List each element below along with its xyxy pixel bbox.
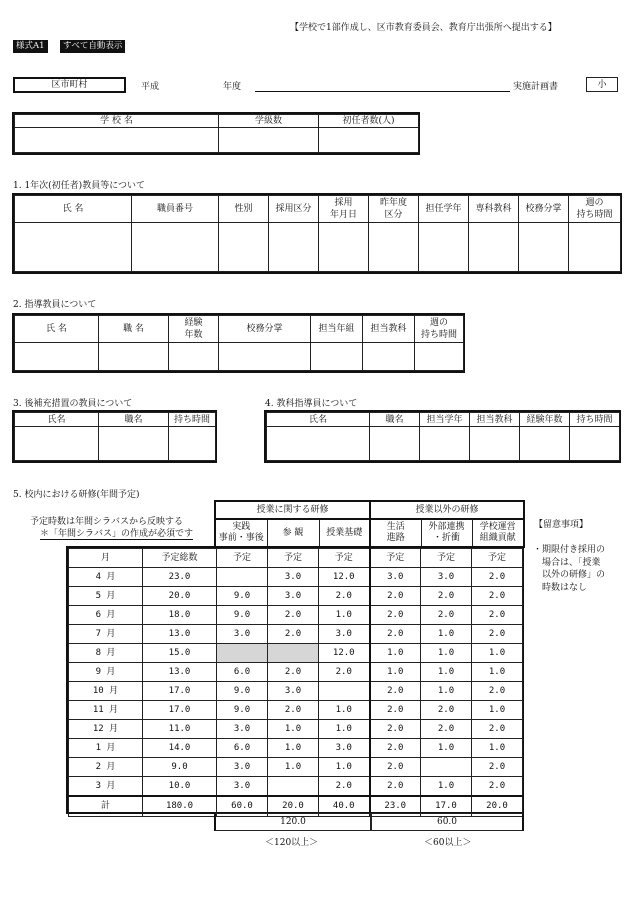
sec5-plan-cell[interactable] — [268, 644, 319, 663]
sec5-plan-cell[interactable]: 2.0 — [370, 777, 421, 796]
sec5-header-plan: 予定 — [472, 549, 523, 568]
sec3-cell[interactable] — [15, 427, 99, 461]
sec5-plan-cell[interactable]: 1.0 — [421, 682, 472, 701]
sec5-plan-cell[interactable]: 23.0 — [370, 796, 421, 817]
sec5-sub-observe: 参 観 — [267, 519, 319, 547]
sec5-header-month: 月 — [69, 549, 143, 568]
sec5-month-cell: 12 月 — [69, 720, 143, 739]
sec2-header-weekly-hours: 週の 持ち時間 — [415, 316, 464, 343]
sec2-cell[interactable] — [219, 343, 311, 371]
sec5-plan-cell[interactable] — [319, 682, 370, 701]
sec5-plan-cell[interactable]: 1.0 — [421, 644, 472, 663]
sec5-sub-school-ops: 学校運営 組織貢献 — [472, 519, 524, 547]
sec4-header-hours: 持ち時間 — [570, 413, 620, 427]
sec5-month-row — [69, 568, 523, 587]
sec5-month-cell: 3 月 — [69, 777, 143, 796]
sec5-plan-cell[interactable]: 3.0 — [421, 568, 472, 587]
sec5-plan-cell[interactable]: 2.0 — [472, 720, 523, 739]
sec2-cell[interactable] — [415, 343, 464, 371]
sec5-month-cell: 1 月 — [69, 739, 143, 758]
sec2-cell[interactable] — [363, 343, 415, 371]
sec5-plan-cell[interactable] — [217, 568, 268, 587]
class-count-header: 学級数 — [219, 115, 319, 128]
sec5-plan-cell[interactable]: 3.0 — [268, 587, 319, 606]
sec5-plan-cell[interactable]: 6.0 — [217, 663, 268, 682]
sec4-header-experience: 経験年数 — [520, 413, 570, 427]
sec5-header-total: 予定総数 — [143, 549, 217, 568]
sec2-table-frame — [12, 313, 465, 373]
sec4-cell[interactable] — [570, 427, 620, 461]
sec5-plan-cell[interactable]: 9.0 — [217, 606, 268, 625]
sec5-plan-cell[interactable]: 12.0 — [319, 568, 370, 587]
area-label: 区市町村 — [51, 80, 88, 90]
sec5-plan-cell[interactable]: 3.0 — [217, 720, 268, 739]
sec2-header-duty: 校務分掌 — [219, 316, 311, 343]
sec5-header-plan: 予定 — [268, 549, 319, 568]
sec5-plan-cell[interactable]: 1.0 — [472, 701, 523, 720]
sec2-cell[interactable] — [311, 343, 363, 371]
sec5-month-row — [69, 606, 523, 625]
sec5-plan-cell[interactable] — [268, 777, 319, 796]
sec5-total-cell: 11.0 — [143, 720, 217, 739]
sec4-cell[interactable] — [370, 427, 420, 461]
sec5-group-header — [214, 500, 525, 548]
new-teacher-count-header: 初任者数(人) — [319, 115, 419, 128]
era-label: 平成 — [141, 82, 160, 92]
sec5-plan-cell[interactable]: 3.0 — [217, 758, 268, 777]
sec5-plan-cell[interactable] — [217, 644, 268, 663]
sec2-cell[interactable] — [99, 343, 169, 371]
submission-notice: 【学校で1部作成し、区市教育委員会、教育庁出張所へ提出する】 — [290, 23, 557, 33]
sec1-cell[interactable] — [132, 223, 219, 272]
sec4-table-frame — [264, 410, 621, 463]
sec5-plan-cell[interactable]: 1.0 — [472, 644, 523, 663]
sec5-group-lesson: 授業に関する研修 — [215, 501, 370, 519]
sec4-header-subject: 担当教科 — [470, 413, 520, 427]
sec5-plan-cell[interactable]: 12.0 — [319, 644, 370, 663]
sec5-total-cell: 17.0 — [143, 682, 217, 701]
sec5-plan-cell[interactable]: 3.0 — [217, 625, 268, 644]
sec2-header-subject: 担当教科 — [363, 316, 415, 343]
sec5-plan-cell[interactable]: 9.0 — [217, 701, 268, 720]
sec5-sub-guidance: 生活 進路 — [370, 519, 421, 547]
sec5-month-row — [69, 587, 523, 606]
sec2-cell[interactable] — [169, 343, 219, 371]
sec3-header-hours: 持ち時間 — [169, 413, 216, 427]
sec5-header-plan: 予定 — [319, 549, 370, 568]
sec2-cell[interactable] — [15, 343, 99, 371]
sec5-group-other: 授業以外の研修 — [370, 501, 524, 519]
sec5-plan-cell[interactable]: 1.0 — [421, 739, 472, 758]
sec5-sub-basics: 授業基礎 — [319, 519, 370, 547]
sec1-title: 1. 1年次(初任者)教員等について — [13, 181, 146, 191]
sec5-month-row — [69, 777, 523, 796]
sec5-plan-cell[interactable]: 1.0 — [268, 758, 319, 777]
sec1-header-prev-type: 昨年度 区分 — [369, 196, 419, 223]
sec1-table-frame — [12, 193, 622, 274]
sec2-header-position: 職 名 — [99, 316, 169, 343]
sec5-plan-cell[interactable]: 2.0 — [268, 625, 319, 644]
sec5-plan-cell[interactable]: 2.0 — [421, 587, 472, 606]
sec5-plan-cell[interactable]: 2.0 — [319, 777, 370, 796]
sec5-total-cell: 13.0 — [143, 625, 217, 644]
sec5-plan-cell[interactable]: 3.0 — [268, 682, 319, 701]
sec2-table — [14, 315, 464, 371]
sec5-plan-cell[interactable]: 3.0 — [268, 568, 319, 587]
sec1-header-gender: 性別 — [219, 196, 269, 223]
remarks-body: ・期限付き採用の 場合は、「授業 以外の研修」の 時数はなし — [533, 545, 606, 593]
sec5-month-cell: 11 月 — [69, 701, 143, 720]
sec1-cell[interactable] — [469, 223, 519, 272]
sec5-total-cell: 17.0 — [143, 701, 217, 720]
sec1-header-hire-date: 採用 年月日 — [319, 196, 369, 223]
sec5-plan-cell[interactable]: 6.0 — [217, 739, 268, 758]
sec5-plan-cell[interactable]: 17.0 — [421, 796, 472, 817]
sec5-plan-cell[interactable]: 1.0 — [472, 663, 523, 682]
sec5-total-cell: 14.0 — [143, 739, 217, 758]
sec5-plan-cell[interactable]: 40.0 — [319, 796, 370, 817]
sec5-plan-cell[interactable]: 1.0 — [319, 758, 370, 777]
sec1-cell[interactable] — [219, 223, 269, 272]
sec5-other-sum: 60.0 — [371, 813, 524, 831]
sec5-lesson-sum: 120.0 — [214, 813, 371, 831]
school-name-header: 学 校 名 — [15, 115, 219, 128]
auto-display-tag: すべて自動表示 — [60, 40, 125, 53]
sec5-plan-cell[interactable]: 2.0 — [472, 568, 523, 587]
sec3-title: 3. 後補充措置の教員について — [13, 399, 133, 409]
sec3-header-position: 職名 — [99, 413, 169, 427]
plan-title-underline — [255, 91, 510, 92]
sec3-cell[interactable] — [169, 427, 216, 461]
sec4-cell[interactable] — [267, 427, 370, 461]
school-table — [14, 114, 419, 153]
sec5-plan-cell[interactable]: 20.0 — [472, 796, 523, 817]
sec5-month-cell: 計 — [69, 796, 143, 817]
sec5-plan-cell[interactable]: 1.0 — [421, 663, 472, 682]
sec5-plan-cell[interactable] — [421, 758, 472, 777]
sec3-table-frame — [12, 410, 217, 463]
sec5-plan-cell[interactable]: 2.0 — [370, 739, 421, 758]
sec1-header-name: 氏 名 — [15, 196, 132, 223]
sec5-plan-cell[interactable]: 2.0 — [472, 758, 523, 777]
sec5-plan-cell[interactable]: 2.0 — [370, 720, 421, 739]
sec5-title: 5. 校内における研修(年間予定) — [13, 490, 140, 500]
form-tag: 様式A1 — [13, 40, 48, 53]
sec5-plan-cell[interactable]: 2.0 — [268, 663, 319, 682]
sec3-cell[interactable] — [99, 427, 169, 461]
sec4-header-grade: 担当学年 — [420, 413, 470, 427]
sec1-cell[interactable] — [369, 223, 419, 272]
sec2-header-name: 氏 名 — [15, 316, 99, 343]
sec1-cell[interactable] — [269, 223, 319, 272]
sec5-plan-cell[interactable]: 2.0 — [421, 606, 472, 625]
sec5-month-cell: 4 月 — [69, 568, 143, 587]
sec1-cell[interactable] — [15, 223, 132, 272]
sec5-plan-cell[interactable]: 60.0 — [217, 796, 268, 817]
sec5-month-row — [69, 682, 523, 701]
sec5-month-cell: 9 月 — [69, 663, 143, 682]
sec5-note-1: 予定時数は年間シラバスから反映する — [30, 517, 184, 527]
sec5-plan-cell[interactable]: 2.0 — [472, 587, 523, 606]
sec5-plan-cell[interactable]: 2.0 — [319, 587, 370, 606]
sec1-header-weekly-hours: 週の 持ち時間 — [569, 196, 621, 223]
sec1-table — [14, 195, 621, 272]
sec3-table — [14, 412, 216, 461]
sec5-plan-cell[interactable]: 2.0 — [370, 587, 421, 606]
sec5-lesson-requirement: ＜120以上＞ — [265, 838, 319, 848]
sec5-plan-cell[interactable]: 2.0 — [370, 682, 421, 701]
sec5-plan-cell[interactable]: 1.0 — [421, 777, 472, 796]
sec5-plan-cell[interactable]: 3.0 — [370, 568, 421, 587]
sec1-header-subject: 専科教科 — [469, 196, 519, 223]
school-table-frame — [12, 112, 420, 155]
sec5-total-cell: 15.0 — [143, 644, 217, 663]
sec5-total-cell: 18.0 — [143, 606, 217, 625]
sec1-cell[interactable] — [519, 223, 569, 272]
sec5-plan-cell[interactable]: 2.0 — [268, 701, 319, 720]
sec5-total-cell: 20.0 — [143, 587, 217, 606]
sec5-plan-cell[interactable]: 2.0 — [472, 682, 523, 701]
sec5-plan-cell[interactable]: 1.0 — [268, 739, 319, 758]
sec3-header-name: 氏名 — [15, 413, 99, 427]
sec5-plan-cell[interactable]: 20.0 — [268, 796, 319, 817]
sec5-header-plan: 予定 — [421, 549, 472, 568]
sec5-total-cell: 9.0 — [143, 758, 217, 777]
sec5-month-row — [69, 720, 523, 739]
sec5-plan-cell[interactable]: 1.0 — [319, 720, 370, 739]
year-label: 年度 — [223, 82, 242, 92]
sec5-month-cell: 6 月 — [69, 606, 143, 625]
sec4-title: 4. 教科指導員について — [265, 399, 358, 409]
sec5-plan-cell[interactable]: 2.0 — [268, 606, 319, 625]
sec5-schedule-frame — [66, 546, 524, 814]
sec5-plan-cell[interactable]: 3.0 — [319, 739, 370, 758]
sec5-other-requirement: ＜60以上＞ — [424, 838, 472, 848]
sec4-header-position: 職名 — [370, 413, 420, 427]
sec5-plan-cell[interactable]: 3.0 — [319, 625, 370, 644]
sec1-header-hire-type: 採用区分 — [269, 196, 319, 223]
sec5-header-plan: 予定 — [370, 549, 421, 568]
sec5-plan-cell[interactable]: 2.0 — [319, 663, 370, 682]
sec5-plan-cell[interactable]: 3.0 — [217, 777, 268, 796]
sec5-plan-cell[interactable]: 1.0 — [268, 720, 319, 739]
new-teacher-count-cell[interactable] — [319, 128, 419, 153]
sec5-total-cell: 180.0 — [143, 796, 217, 817]
sec5-plan-cell[interactable]: 1.0 — [421, 625, 472, 644]
sec2-header-experience: 経験 年数 — [169, 316, 219, 343]
sec2-title: 2. 指導教員について — [13, 300, 97, 310]
sec1-cell[interactable] — [569, 223, 621, 272]
sec5-total-cell: 23.0 — [143, 568, 217, 587]
sec5-plan-cell[interactable]: 2.0 — [472, 606, 523, 625]
sec5-plan-cell[interactable]: 1.0 — [472, 739, 523, 758]
sec5-month-row — [69, 758, 523, 777]
sec5-note-2: ＊「年間シラバス」の作成が必須です — [40, 526, 193, 540]
sec5-month-row — [69, 644, 523, 663]
plan-title: 実施計画書 — [513, 82, 559, 92]
sec5-month-cell: 5 月 — [69, 587, 143, 606]
sec5-plan-cell[interactable]: 2.0 — [421, 720, 472, 739]
class-count-cell[interactable] — [219, 128, 319, 153]
sec5-plan-cell[interactable]: 1.0 — [370, 644, 421, 663]
sec5-plan-cell[interactable]: 9.0 — [217, 682, 268, 701]
sec5-plan-cell[interactable]: 1.0 — [370, 663, 421, 682]
sec5-month-row — [69, 701, 523, 720]
sec4-cell[interactable] — [470, 427, 520, 461]
sec1-cell[interactable] — [419, 223, 469, 272]
area-box — [13, 77, 126, 93]
sec5-plan-cell[interactable]: 2.0 — [370, 625, 421, 644]
remarks-title: 【留意事項】 — [534, 520, 589, 530]
sec5-month-cell: 10 月 — [69, 682, 143, 701]
sec4-table — [266, 412, 620, 461]
sec5-plan-cell[interactable]: 2.0 — [472, 625, 523, 644]
sec1-header-staff-no: 職員番号 — [132, 196, 219, 223]
sec5-plan-cell[interactable]: 2.0 — [370, 758, 421, 777]
sec1-header-grade: 担任学年 — [419, 196, 469, 223]
sec5-schedule-table — [68, 548, 523, 817]
sec4-cell[interactable] — [520, 427, 570, 461]
sec5-plan-cell[interactable]: 2.0 — [370, 701, 421, 720]
sec5-month-row — [69, 663, 523, 682]
sec2-header-class: 担当年組 — [311, 316, 363, 343]
sec5-plan-cell[interactable]: 2.0 — [472, 777, 523, 796]
sec4-cell[interactable] — [420, 427, 470, 461]
sec5-plan-cell[interactable]: 9.0 — [217, 587, 268, 606]
sec1-cell[interactable] — [319, 223, 369, 272]
sec5-month-row — [69, 625, 523, 644]
school-name-cell[interactable] — [15, 128, 219, 153]
sec5-plan-cell[interactable]: 2.0 — [421, 701, 472, 720]
sec5-month-cell: 7 月 — [69, 625, 143, 644]
sec5-month-cell: 8 月 — [69, 644, 143, 663]
sec5-plan-cell[interactable]: 1.0 — [319, 701, 370, 720]
sec5-month-row — [69, 739, 523, 758]
sec5-sub-practice: 実践 事前・事後 — [215, 519, 267, 547]
school-type-box: 小 — [586, 77, 618, 92]
sec4-header-name: 氏名 — [267, 413, 370, 427]
sec5-plan-cell[interactable]: 1.0 — [319, 606, 370, 625]
sec5-month-cell: 2 月 — [69, 758, 143, 777]
sec5-total-cell: 13.0 — [143, 663, 217, 682]
sec5-total-cell: 10.0 — [143, 777, 217, 796]
sec1-header-duty: 校務分掌 — [519, 196, 569, 223]
sec5-sub-external: 外部連携 ・折衝 — [421, 519, 472, 547]
sec5-plan-cell[interactable]: 2.0 — [370, 606, 421, 625]
sec5-header-plan: 予定 — [217, 549, 268, 568]
